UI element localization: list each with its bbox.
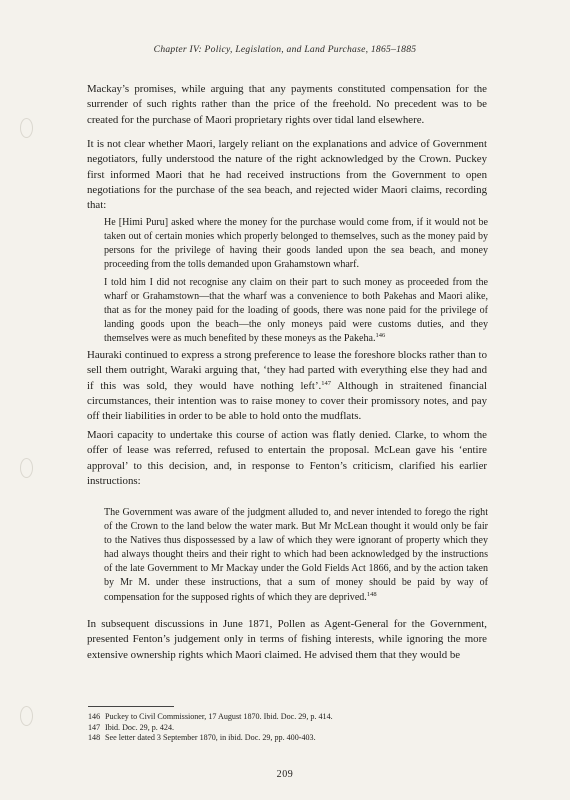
page-number: 209 <box>276 769 294 780</box>
block-quote: The Government was aware of the judgment alluded to, and never intended to forego the right of the Crown to the land below the water mark. But Mr McLean thought it would only be fair to the Natives thus dispossessed by a law of which they were ignorant of property which they had always thought theirs and their right to which had been acknowledged by the instructions of the late Government to Mr Mackay under the Gold Fields Act 1866, and by the action taken by Mr M. under these instructions, that a sum of money should be paid by way of compensation for the supposed rights of which they are deprived.$^{148}$ <box>104 507 488 603</box>
footnote-text: Ibid. Doc. 29, p. 424. <box>105 722 175 732</box>
body-paragraph: Mackay’s promises, while arguing that any payments constituted compensation for the surrender of such rights rather than the price of the freehold. No precedent was to be created for the purchase of Maori proprietary rights over tidal land elsewhere. <box>87 83 487 126</box>
footnote <box>88 723 488 734</box>
note-ref[interactable]: 148 <box>366 590 377 598</box>
footnote-number: 148 <box>88 733 101 743</box>
footnotes <box>88 712 488 744</box>
binding-hole-mark <box>20 706 33 726</box>
footnote-text: Puckey to Civil Commissioner, 17 August 1870. Ibid. Doc. 29, p. 414. <box>105 712 333 721</box>
body-paragraph: It is not clear whether Maori, largely reliant on the explanations and advice of Government negotiators, fully understood the nature of the right acknowledged by the Crown. Puckey first informed Maori that he had received instructions from the Government to open negotiations for the purchase of the sea beach, and rejected wider Maori claims, recording that: <box>87 138 487 212</box>
footnote-text: See letter dated 3 September 1870, in ibid. Doc. 29, pp. 400-403. <box>105 733 316 743</box>
body-paragraph: Maori capacity to undertake this course of action was flatly denied. Clarke, to whom the offer of lease was referred, refused to entertain the proposal. McLean gave his ‘entire approval’ to this decision, and, in response to Fenton’s criticism, clarified his earlier instructions: <box>87 429 487 487</box>
footnote-divider <box>88 706 174 707</box>
footnote <box>88 733 488 744</box>
note-ref[interactable]: 147 <box>321 379 332 387</box>
running-head: Chapter IV: Policy, Legislation, and Land Purchase, 1865–1885 <box>153 44 417 55</box>
binding-hole-mark <box>20 118 33 138</box>
footnote <box>88 712 488 723</box>
footnote-number: 146 <box>88 712 101 721</box>
footnote-number: 147 <box>88 722 101 732</box>
binding-hole-mark <box>20 458 33 478</box>
note-ref[interactable]: 146 <box>375 332 386 340</box>
body-paragraph: In subsequent discussions in June 1871, Pollen as Agent-General for the Government, presented Fenton’s judgement only in terms of fishing interests, while ignoring the more extensive ownership rights which Maori claimed. He advised them that they would be <box>87 618 487 661</box>
block-quote: I told him I did not recognise any claim on their part to such money as proceeded from the wharf or Grahamstown—that the wharf was a convenience to both Pakehas and Maori alike, that as for the money paid for the loading of goods, there was none paid for the privilege of landing goods upon the beach—the only moneys paid were customs duties, and they themselves were as much benefited by these moneys as the Pakeha.$^{146}$ <box>104 277 488 345</box>
body-paragraph: Hauraki continued to express a strong preference to lease the foreshore blocks rather than to sell them outright, Waraki arguing that, ‘they had parted with everything else they had and if this was sold, they would have nothing left’.$^{147}$ Although in straitened financial circumstances, their intention was to raise money to cover their promissory notes, and pay off their liabilities in order to be able to hold onto the mudflats. <box>87 349 487 423</box>
block-quote: He [Himi Puru] asked where the money for the purchase would come from, if it would not be taken out of certain monies which properly belonged to themselves, such as the money paid by persons for the privilege of having their goods landed upon the sea beach, and money proceeding from the tolls demanded upon Grahamstown wharf. <box>104 217 488 271</box>
